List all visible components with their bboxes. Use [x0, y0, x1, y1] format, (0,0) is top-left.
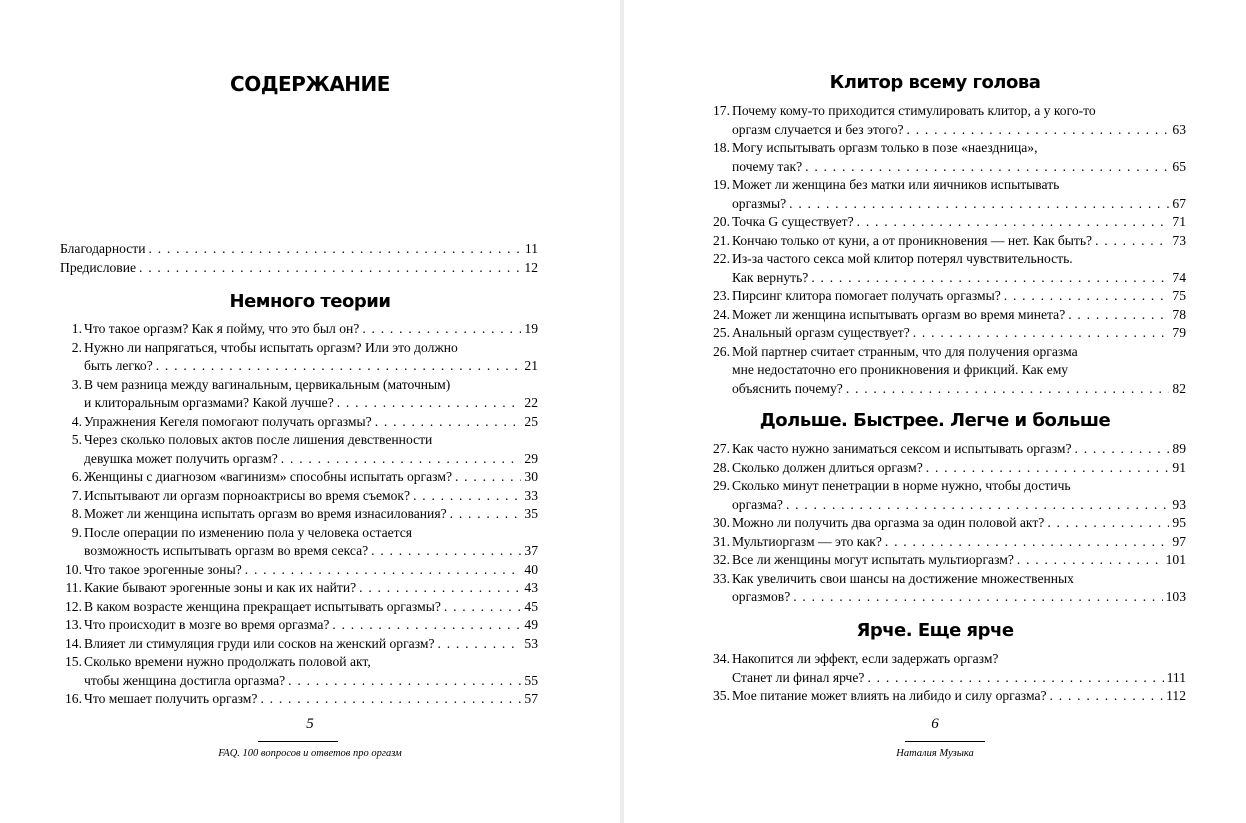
dot-leader [805, 158, 1169, 177]
dot-leader [362, 320, 521, 339]
entry-title: Благодарности [60, 241, 146, 256]
entry-number: 17. [713, 103, 730, 118]
entry-number: 25. [713, 325, 730, 340]
entry-title: Какие бывают эрогенные зоны и как их найти? [84, 580, 357, 595]
entry-page-number: 78 [1172, 306, 1186, 322]
entry-page-number: 21 [524, 358, 538, 373]
toc-list-longer [708, 440, 1186, 607]
entry-title: возможность испытывать оргазм во время секса? [84, 543, 369, 558]
dot-leader [907, 121, 1170, 140]
toc-entry [60, 616, 538, 635]
entry-number: 6. [71, 469, 82, 484]
entry-title: Накопится ли эффект, если задержать оргазм? [732, 651, 999, 666]
entry-page-number: 71 [1172, 214, 1186, 229]
entry-page-number: 67 [1172, 195, 1186, 211]
entry-page-number: 35 [524, 506, 538, 521]
dot-leader [793, 588, 1162, 607]
dot-leader [438, 635, 522, 654]
toc-entry [60, 468, 538, 487]
entry-page-number: 91 [1172, 459, 1186, 475]
entry-page-number: 73 [1172, 232, 1186, 248]
toc-entry [708, 440, 1186, 459]
entry-title: Может ли женщина испытывать оргазм во время минета? [732, 306, 1066, 322]
section-heading-longer: Дольше. Быстрее. Легче и больше [759, 410, 1111, 431]
toc-entry [708, 232, 1186, 251]
entry-page-number: 103 [1165, 589, 1186, 604]
entry-page-number: 49 [524, 617, 538, 632]
entry-title: В чем разница между вагинальным, цервикальным (маточным) [84, 376, 451, 392]
toc-entry [60, 505, 538, 524]
entry-title: Что происходит в мозге во время оргазма? [84, 617, 330, 632]
dot-leader [913, 324, 1170, 343]
toc-entry [60, 598, 538, 617]
dot-leader [1075, 440, 1170, 459]
toc-entry [60, 240, 538, 259]
toc-entry [60, 413, 538, 432]
entry-number: 1. [71, 321, 82, 336]
toc-entry [60, 635, 538, 654]
toc-entry [60, 320, 538, 339]
entry-page-number: 12 [524, 259, 538, 275]
entry-title: девушка может получить оргазм? [84, 450, 278, 466]
right-page [624, 0, 1246, 823]
entry-page-number: 112 [1166, 688, 1186, 703]
entry-title: Упражнения Кегеля помогают получать оргазмы? [84, 413, 372, 429]
entry-page-number: 45 [524, 598, 538, 614]
toc-entry [60, 487, 538, 506]
dot-leader [1017, 551, 1163, 570]
entry-title: Испытывают ли оргазм порноактрисы во время съемок? [84, 487, 411, 503]
dot-leader [337, 394, 522, 413]
entry-page-number: 43 [524, 580, 538, 595]
toc-entry [708, 176, 1186, 213]
dot-leader [786, 496, 1169, 515]
entry-page-number: 40 [524, 561, 538, 577]
entry-title: Что мешает получить оргазм? [84, 691, 258, 706]
entry-title: Пирсинг клитора помогает получать оргазмы? [732, 288, 1001, 303]
entry-number: 12. [65, 598, 82, 614]
entry-title: Может ли женщина без матки или яичников испытывать [732, 177, 1060, 192]
running-footer: Наталия Музыка [896, 748, 974, 759]
entry-number: 19. [713, 177, 730, 192]
entry-page-number: 22 [524, 395, 538, 410]
entry-page-number: 33 [524, 487, 538, 503]
entry-title: Все ли женщины могут испытать мультиоргазм? [732, 552, 1014, 567]
dot-leader [1068, 306, 1169, 325]
entry-title: объяснить почему? [732, 380, 843, 396]
entry-number: 35. [713, 688, 730, 703]
entry-title: Точка G существует? [732, 214, 854, 229]
dot-leader [455, 468, 521, 487]
entry-title: Как часто нужно заниматься сексом и испытывать оргазм? [732, 441, 1072, 456]
entry-number: 24. [713, 306, 730, 322]
entry-title: мне недостаточно его проникновения и фрикций. Как ему [732, 362, 1069, 377]
entry-page-number: 11 [524, 241, 538, 256]
entry-number: 28. [713, 459, 730, 475]
entry-number: 27. [713, 441, 730, 456]
toc-entry [708, 687, 1186, 706]
toc-entry [60, 690, 538, 709]
entry-number: 34. [713, 651, 730, 666]
footer-rule [905, 741, 985, 742]
toc-entry [708, 477, 1186, 514]
entry-title: чтобы женщина достигла оргазма? [84, 672, 286, 688]
entry-title: оргазма? [732, 496, 783, 512]
toc-entry [708, 139, 1186, 176]
entry-number: 31. [713, 533, 730, 549]
dot-leader [288, 672, 521, 691]
entry-title: Мой партнер считает странным, что для получения оргазма [732, 343, 1078, 359]
section-heading-clitoris: Клитор всему голова [829, 72, 1041, 93]
entry-title: Сколько времени нужно продолжать половой акт, [84, 654, 371, 669]
toc-entry [60, 561, 538, 580]
entry-title: Что такое эрогенные зоны? [84, 561, 242, 577]
dot-leader [846, 380, 1170, 399]
entry-page-number: 97 [1172, 533, 1186, 549]
dot-leader [885, 533, 1170, 552]
entry-title: Влияет ли стимуляция груди или сосков на женский оргазм? [84, 635, 435, 651]
contents-title: СОДЕРЖАНИЕ [230, 72, 390, 96]
dot-leader [867, 669, 1163, 688]
entry-title: почему так? [732, 158, 803, 174]
entry-number: 14. [65, 635, 82, 651]
toc-entry [708, 324, 1186, 343]
entry-page-number: 37 [524, 543, 538, 558]
entry-title: В каком возрасте женщина прекращает испытывать оргазмы? [84, 598, 441, 614]
entry-page-number: 101 [1165, 552, 1186, 567]
entry-page-number: 65 [1172, 158, 1186, 174]
entry-title: Могу испытывать оргазм только в позе «наездница», [732, 140, 1038, 155]
entry-number: 16. [65, 691, 82, 706]
entry-title: Как увеличить свои шансы на достижение множественных [732, 570, 1074, 586]
dot-leader [1004, 287, 1170, 306]
dot-leader [789, 195, 1169, 214]
left-page [0, 0, 620, 823]
entry-page-number: 53 [524, 635, 538, 651]
page-number: 6 [931, 716, 939, 732]
toc-list-brighter [708, 650, 1186, 706]
dot-leader [450, 505, 522, 524]
toc-entry [60, 259, 538, 278]
entry-number: 8. [71, 506, 82, 521]
entry-title: быть легко? [84, 358, 153, 373]
entry-number: 7. [71, 487, 82, 503]
toc-entry [708, 533, 1186, 552]
toc-list-theory [60, 320, 538, 709]
dot-leader [1047, 514, 1169, 533]
toc-entry [708, 287, 1186, 306]
entry-number: 20. [713, 214, 730, 229]
entry-page-number: 29 [524, 450, 538, 466]
section-heading-theory: Немного теории [229, 291, 391, 312]
entry-page-number: 89 [1172, 441, 1186, 456]
entry-page-number: 63 [1172, 121, 1186, 137]
entry-number: 23. [713, 288, 730, 303]
dot-leader [139, 259, 521, 278]
dot-leader [332, 616, 521, 635]
toc-entry [708, 570, 1186, 607]
entry-title: Сколько должен длиться оргазм? [732, 459, 923, 475]
entry-page-number: 111 [1166, 669, 1186, 685]
entry-page-number: 74 [1172, 269, 1186, 285]
entry-number: 2. [71, 339, 82, 355]
entry-number: 18. [713, 140, 730, 155]
dot-leader [156, 357, 522, 376]
entry-page-number: 55 [524, 672, 538, 688]
toc-entry [708, 514, 1186, 533]
entry-page-number: 75 [1172, 288, 1186, 303]
toc-entry [708, 102, 1186, 139]
dot-leader [1050, 687, 1164, 706]
entry-page-number: 82 [1172, 380, 1186, 396]
toc-entry [60, 653, 538, 690]
toc-entry [708, 459, 1186, 478]
dot-leader [1095, 232, 1169, 251]
entry-page-number: 19 [524, 321, 538, 336]
entry-page-number: 79 [1172, 325, 1186, 340]
entry-title: оргазмов? [732, 589, 791, 604]
entry-page-number: 93 [1172, 496, 1186, 512]
entry-title: Как вернуть? [732, 269, 809, 285]
entry-title: Что такое оргазм? Как я пойму, что это был он? [84, 321, 360, 336]
toc-entry [60, 376, 538, 413]
entry-title: Анальный оргазм существует? [732, 325, 910, 340]
front-matter-list [60, 240, 538, 277]
entry-number: 26. [713, 343, 730, 359]
entry-number: 9. [71, 524, 82, 540]
entry-title: и клиторальным оргазмами? Какой лучше? [84, 395, 334, 410]
entry-number: 15. [65, 654, 82, 669]
entry-number: 13. [65, 617, 82, 632]
toc-entry [708, 650, 1186, 687]
entry-number: 22. [713, 251, 730, 266]
entry-number: 3. [71, 376, 82, 392]
toc-entry [60, 339, 538, 376]
entry-number: 10. [65, 561, 82, 577]
entry-page-number: 25 [524, 413, 538, 429]
entry-page-number: 57 [524, 691, 538, 706]
entry-number: 29. [713, 478, 730, 493]
entry-title: Сколько минут пенетрации в норме нужно, чтобы достичь [732, 478, 1071, 493]
entry-title: Мое питание может влиять на либидо и силу оргазма? [732, 688, 1047, 703]
dot-leader [281, 450, 522, 469]
running-footer: FAQ. 100 вопросов и ответов про оргазм [218, 748, 402, 759]
entry-title: Почему кому-то приходится стимулировать клитор, а у кого-то [732, 103, 1096, 118]
dot-leader [857, 213, 1170, 232]
dot-leader [413, 487, 521, 506]
entry-number: 32. [713, 552, 730, 567]
entry-title: Через сколько половых актов после лишения девственности [84, 432, 433, 447]
toc-entry [60, 579, 538, 598]
entry-page-number: 95 [1172, 515, 1186, 530]
dot-leader [260, 690, 521, 709]
entry-title: После операции по изменению пола у человека остается [84, 524, 413, 540]
section-heading-brighter: Ярче. Еще ярче [856, 620, 1014, 641]
entry-title: Кончаю только от куни, а от проникновения — нет. Как быть? [732, 232, 1093, 248]
toc-entry [708, 213, 1186, 232]
toc-entry [60, 431, 538, 468]
entry-page-number: 30 [524, 469, 538, 484]
entry-number: 33. [713, 570, 730, 586]
entry-title: Мультиоргазм — это как? [732, 533, 882, 549]
page-number: 5 [306, 716, 314, 732]
toc-entry [60, 524, 538, 561]
toc-entry [708, 250, 1186, 287]
dot-leader [359, 579, 521, 598]
entry-title: оргазмы? [732, 195, 787, 211]
entry-title: оргазм случается и без этого? [732, 121, 904, 137]
entry-number: 4. [71, 413, 82, 429]
footer-rule [258, 741, 338, 742]
entry-number: 30. [713, 515, 730, 530]
dot-leader [811, 269, 1169, 288]
entry-number: 11. [65, 580, 82, 595]
dot-leader [375, 413, 522, 432]
toc-entry [708, 343, 1186, 399]
entry-title: Можно ли получить два оргазма за один половой акт? [732, 515, 1045, 530]
entry-title: Нужно ли напрягаться, чтобы испытать оргазм? Или это должно [84, 339, 458, 355]
toc-entry [708, 551, 1186, 570]
entry-title: Из-за частого секса мой клитор потерял чувствительность. [732, 251, 1073, 266]
entry-title: Женщины с диагнозом «вагинизм» способны испытать оргазм? [84, 469, 452, 484]
entry-number: 21. [713, 232, 730, 248]
dot-leader [245, 561, 522, 580]
toc-list-clitoris [708, 102, 1186, 398]
dot-leader [371, 542, 521, 561]
entry-title: Предисловие [60, 259, 137, 275]
entry-title: Может ли женщина испытать оргазм во время изнасилования? [84, 506, 447, 521]
dot-leader [149, 240, 522, 259]
toc-entry [708, 306, 1186, 325]
entry-number: 5. [71, 432, 82, 447]
dot-leader [444, 598, 522, 617]
entry-title: Станет ли финал ярче? [732, 669, 865, 685]
dot-leader [926, 459, 1170, 478]
